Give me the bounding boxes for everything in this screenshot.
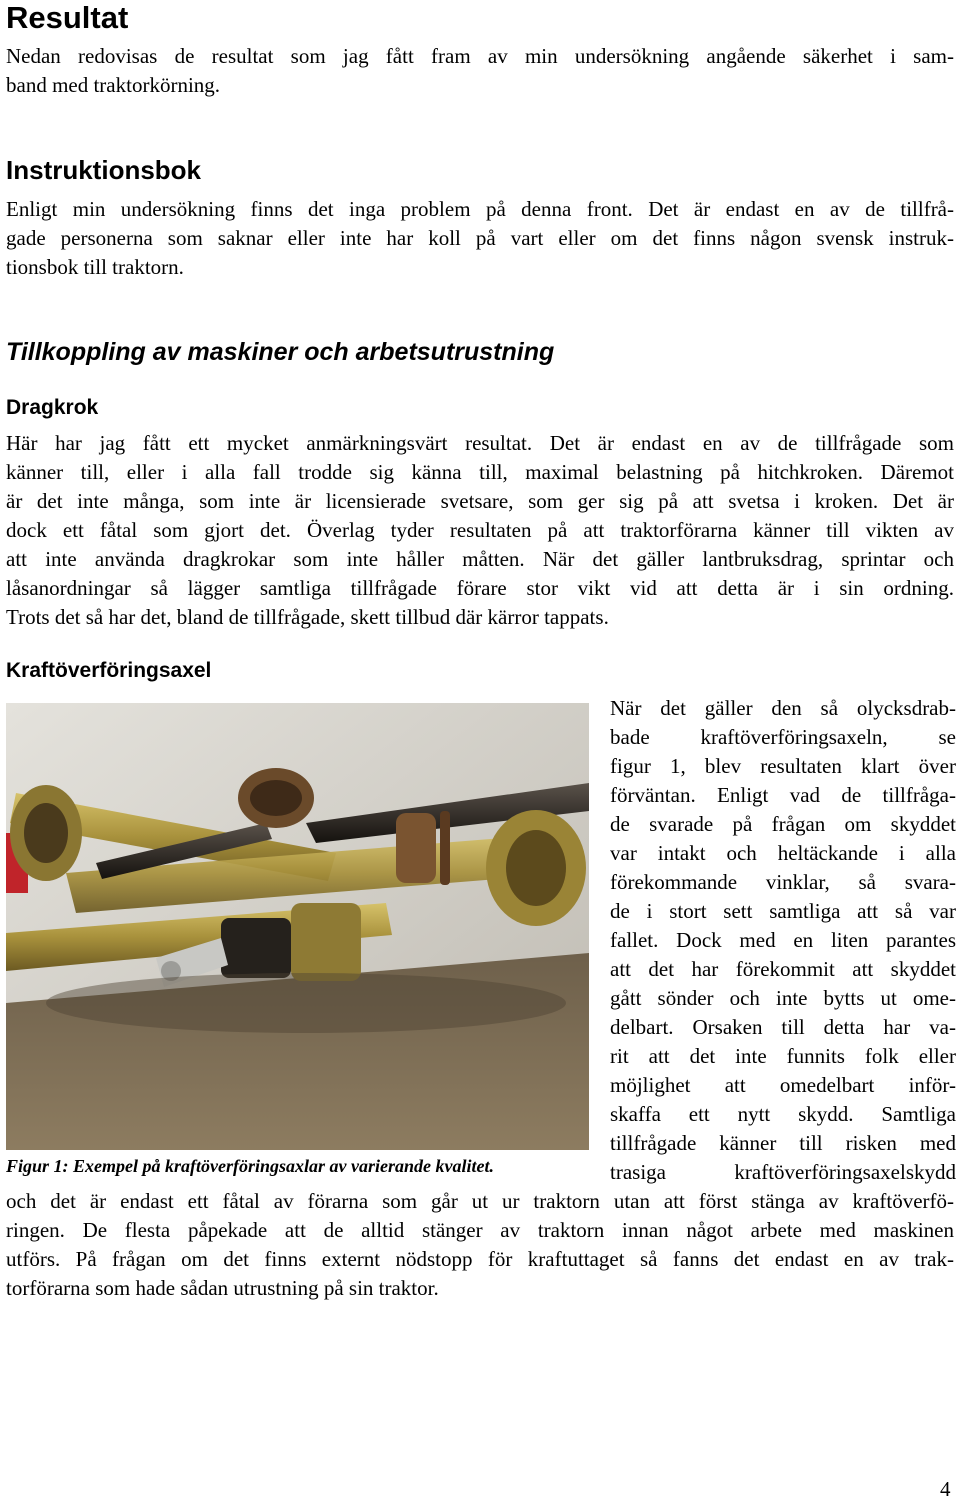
kraft-side-line: bade kraftöverföringsaxeln, se [610, 725, 956, 749]
dragkrok-line: Här har jag fått ett mycket anmärkningsvärt resultat. Det är endast en av de tillfrågade som [6, 431, 954, 455]
kraft-side-line: gått sönder och inte bytts ut ome- [610, 986, 956, 1010]
heading-instruktionsbok: Instruktionsbok [6, 155, 202, 185]
kraft-full-line: torförarna som hade sådan utrustning på sin traktor. [6, 1276, 439, 1300]
kraft-full-line: och det är endast ett fåtal av förarna som går ut ur traktorn utan att först stänga av kraftöverfö- [6, 1189, 954, 1213]
dragkrok-line: dock ett fåtal som gjort det. Överlag tyder resultaten på att traktorförarna känner till vikten av [6, 518, 954, 542]
instruktionsbok-line: Enligt min undersökning finns det inga problem på denna front. Det är endast en av de tillfrå- [6, 197, 954, 221]
kraft-side-line: fallet. Dock med en liten parantes [610, 928, 956, 952]
kraft-side-line: förväntan. Enligt vad de tillfråga- [610, 783, 956, 807]
kraft-full-line: ringen. De flesta påpekade att de alltid stänger av traktorn innan något arbete med maskinen [6, 1218, 954, 1242]
heading-dragkrok: Dragkrok [6, 396, 99, 419]
heading-kraftoverforingsaxel: Kraftöverföringsaxel [6, 659, 212, 682]
kraft-side-line: När det gäller den så olycksdrab- [610, 696, 956, 720]
page-number: 4 [940, 1477, 951, 1501]
kraft-side-line: möjlighet att omedelbart inför- [610, 1073, 956, 1097]
kraft-side-line: att det har förekommit att skyddet [610, 957, 956, 981]
heading-resultat: Resultat [6, 0, 129, 35]
figure-photo [6, 703, 589, 1150]
kraft-side-line: delbart. Orsaken till detta har va- [610, 1015, 956, 1039]
kraft-side-line: tillfrågade känner till risken med [610, 1131, 956, 1155]
dragkrok-line: Trots det så har det, bland de tillfrågade, skett tillbud där kärror tappats. [6, 605, 609, 629]
kraft-side-line: figur 1, blev resultaten klart över [610, 754, 956, 778]
instruktionsbok-line: gade personerna som saknar eller inte har koll på vart eller om det finns någon svensk instruk- [6, 226, 954, 250]
dragkrok-line: att inte använda dragkrokar som inte håller måtten. När det gäller lantbruksdrag, sprintar och [6, 547, 954, 571]
dragkrok-line: känner till, eller i alla fall trodde sig känna till, maximal belastning på hitchkroken. Däremot [6, 460, 954, 484]
kraft-side-line: var intakt och heltäckande i alla [610, 841, 956, 865]
kraft-side-line: rit att det inte funnits folk eller [610, 1044, 956, 1068]
kraft-side-line: de svarade på frågan om skyddet [610, 812, 956, 836]
kraft-side-line: de i stort sett samtliga att så var [610, 899, 956, 923]
kraft-side-line: trasiga kraftöverföringsaxelskydd [610, 1160, 956, 1184]
heading-tillkoppling: Tillkoppling av maskiner och arbetsutrustning [6, 338, 555, 366]
kraft-side-line: skaffa ett nytt skydd. Samtliga [610, 1102, 956, 1126]
dragkrok-line: är det inte många, som inte är licensierade svetsare, som ger sig på att svetsa i kroken. Det är [6, 489, 954, 513]
intro-line: band med traktorkörning. [6, 73, 221, 97]
intro-line: Nedan redovisas de resultat som jag fått fram av min undersökning angående säkerhet i sam- [6, 44, 954, 68]
kraft-side-line: förekommande vinklar, så svara- [610, 870, 956, 894]
figure-caption: Figur 1: Exempel på kraftöverföringsaxlar av varierande kvalitet. [6, 1156, 494, 1176]
dragkrok-line: låsanordningar så lägger samtliga tillfrågade förare stor vikt vid att detta är i sin ordning. [6, 576, 954, 600]
instruktionsbok-line: tionsbok till traktorn. [6, 255, 184, 279]
kraft-full-line: utförs. På frågan om det finns externt nödstopp för kraftuttaget så fanns det endast en av trak- [6, 1247, 954, 1271]
